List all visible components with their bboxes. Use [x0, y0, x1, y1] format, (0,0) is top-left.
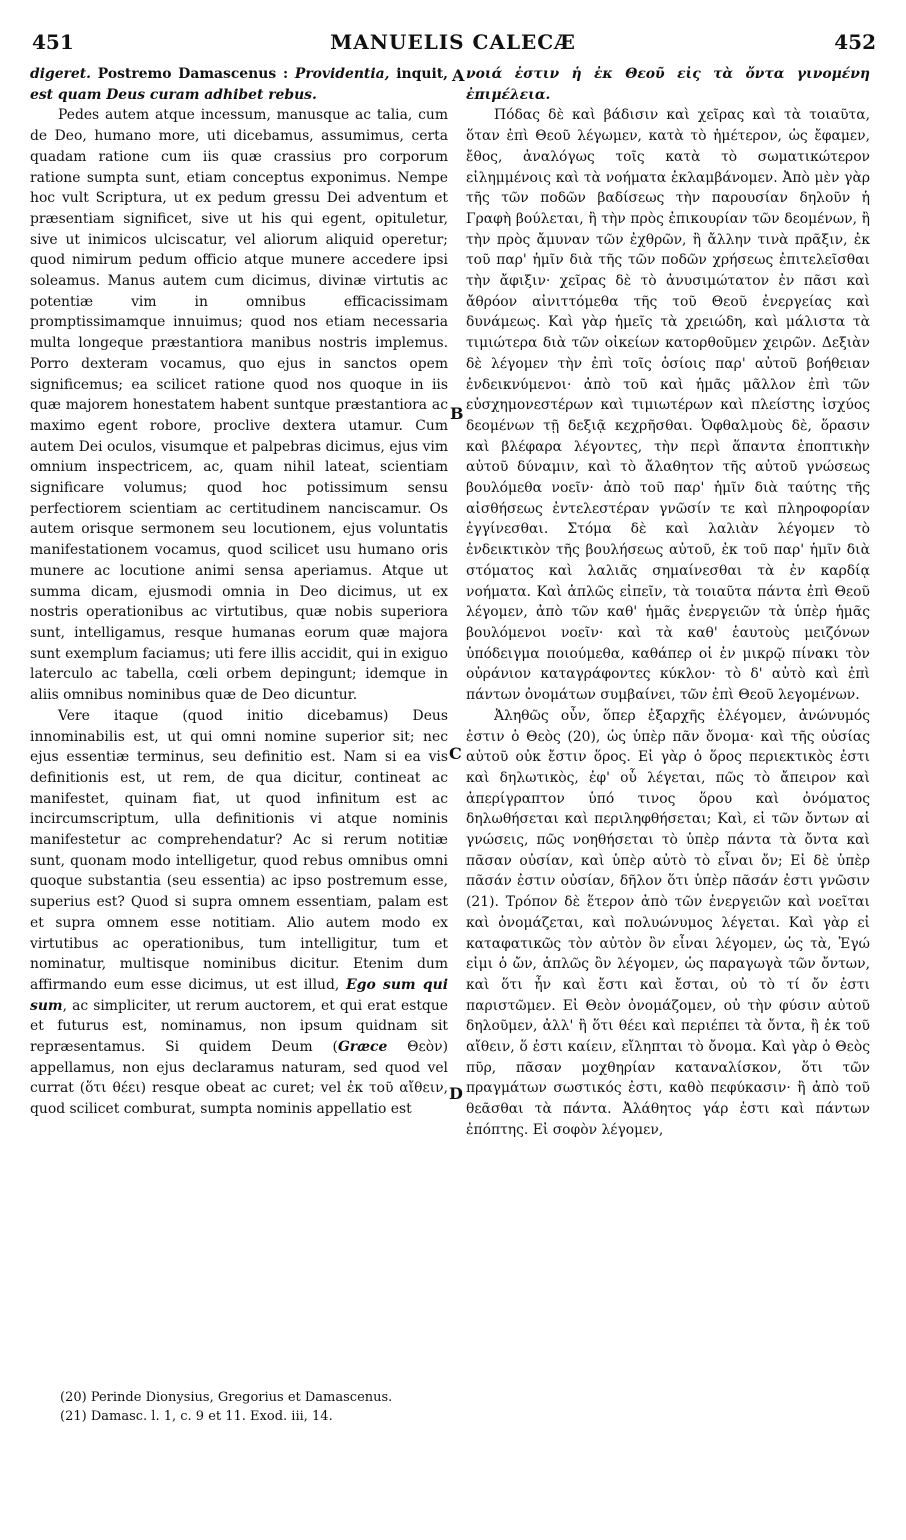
greek-column [466, 64, 870, 1141]
greek-paragraph-2: Πόδας δὲ καὶ βάδισιν καὶ χεῖρας καὶ τὰ τοιαῦτα, ὅταν ἐπὶ Θεοῦ λέγωμεν, κατὰ τὸ ἡμέτερον, ὡς ἔφαμεν, ἔθος, ἀναλόγως τοῖς κατὰ τὸ σωματικώτερον εἰλημμένοις καὶ τὰ νοήματα ἐκλαμβάνομεν. Ἀπὸ μὲν γὰρ τῆς τῶν ποδῶν βαδίσεως τὴν παρουσίαν δηλοῦν ἡ Γραφὴ βούλεται, ἢ τὴν πρὸς ἐπικουρίαν τῶν δεομένων, ἢ τὴν πρὸς ἄμυναν τῶν ἐχθρῶν, ἢ ἄλλην τινὰ πρᾶξιν, ἐκ τοῦ παρ' ἡμῖν διὰ τῆς τῶν ποδῶν χρήσεως ἐπιτελεῖσθαι τὴν ἄφιξιν· χεῖρας δὲ τὸ ἀνυσιμώτατον ἐν πᾶσι καὶ ἄθρόον αἰνιττόμεθα τῆς τοῦ Θεοῦ ἐνεργείας καὶ δυνάμεως. Καὶ γὰρ ἡμεῖς τὰ χρειώδη, καὶ μάλιστα τὰ τιμιώτερα διὰ τῶν οἰκείων κατορθοῦμεν χειρῶν. Δεξιὰν δὲ λέγομεν τὴν ἐπὶ τοῖς ὁσίοις παρ' αὐτοῦ βοήθειαν ἐνδεικνύμενοι· ἀπὸ τοῦ καὶ ἡμᾶς μᾶλλον ἐπὶ τῶν εὐσχημονεστέρων καὶ τιμιωτέρων καὶ πλείστης ἰσχύος δεομένων τῇ δεξιᾷ κεχρῆσθαι. Ὀφθαλμοὺς δὲ, ὅρασιν καὶ βλέφαρα λέγοντες, τὴν περὶ ἅπαντα ἐποπτικὴν αὐτοῦ δύναμιν, καὶ τὸ ἄλαθητον τῆς αὐτοῦ γνώσεως βουλόμεθα νοεῖν· ἀπὸ τοῦ παρ' ἡμῖν διὰ ταύτης τῆς αἰσθήσεως ἐντελεστέραν γνῶσίν τε καὶ πληροφορίαν ἐγγίνεσθαι. Στόμα δὲ καὶ λαλιὰν λέγομεν τὸ ἐνδεικτικὸν τῆς βουλήσεως αὐτοῦ, ἐκ τοῦ παρ' ἡμῖν διὰ στόματος καὶ λαλιᾶς σημαίνεσθαι τὰ ἐν καρδίᾳ νοήματα. Καὶ ἁπλῶς εἰπεῖν, τὰ τοιαῦτα πάντα ἐπὶ Θεοῦ λέγομεν, ἀπὸ τῶν καθ' ἡμᾶς ἐνεργειῶν τὰ ὑπὲρ ἡμᾶς βουλόμενοι νοεῖν· καὶ τὰ καθ' ἑαυτοὺς μειζόνων ὑπόδειγμα ποιούμεθα, καθάπερ οἱ ἐν μικρῷ πίνακι τὸν οὐράνιον καταγράφοντες κύκλον· τὸ δ' αὐτὸ καὶ ἐπὶ πάντων ὀνομάτων συμβαίνει, τῶν ἐπὶ Θεοῦ λεγομένων. [466, 107, 870, 704]
latin-p3-b: , ac simpliciter, ut rerum auctorem, et qui erat estque et futurus est, nominamus, non ipsum quidnam sit repræsentamus. Si quidem Deum ( [30, 997, 448, 1056]
latin-paragraph-1 [30, 64, 448, 105]
greek-paragraph-1: νοιά ἐστιν ἡ ἐκ Θεοῦ εἰς τὰ ὄντα γινομένη ἐπιμέλεια. [466, 66, 870, 103]
column-marker-c: C [449, 744, 462, 763]
column-marker-b: B [450, 404, 464, 423]
latin-paragraph-2: Pedes autem atque incessum, manusque ac talia, cum de Deo, humano more, uti dicebamus, assumimus, certa quadam ratione cum iis quæ crassius pro corporum ratione sumpta sunt, etiam conceptus exponimus. Nempe hoc vult Scriptura, ut ex pedum gressu Dei adventum et præsentiam significet, sive ut his qui egent, opituletur, sive ut inimicos ulciscatur, vel aliorum aliquid operetur; quod nimirum pedum officio atque munere accedere ipsi soleamus. Manus autem cum dicimus, divinæ virtutis ac potentiæ vim in omnibus efficacissimam promptissimamque innuimus; quod nos etiam necessaria multa longeque præstantiora manibus nostris implemus. Porro dexteram vocamus, quo ejus in sanctos opem significemus; ea scilicet ratione quod nos quoque in iis quæ majorem honestatem habent suntque præstantiora ac maximo egent robore, proclive dextera utamur. Cum autem Dei oculos, visumque et palpebras dicimus, ejus vim omnium inspectricem, ac, quam nihil lateat, scientiam significare volumus; quod hoc potissimum sensu perfectiorem scientiam ac certitudinem nanciscamur. Os autem orisque sermonem seu locutionem, ejus voluntatis manifestationem vocamus, quod scilicet usu humano oris munere ac locutione animi sensa aperiamus. Atque ut summa dicam, ejusmodi omnia in Deo dicimus, ut ex nostris operationibus ac virtutibus, quæ nobis superiora sunt, intelligamus, resque humanas eorum quæ majora sunt exemplum faciamus; uti fere illis accidit, qui in exiguo laterculo ac tabella, cœli orbem depingunt; idemque in aliis omnibus nominibus quæ de Deo dicuntur. [30, 107, 448, 704]
footnotes [60, 1388, 480, 1426]
running-title: MANUELIS CALECÆ [330, 30, 576, 54]
latin-p1-italic: digeret. [30, 66, 91, 82]
latin-p3-a: Vere itaque (quod initio dicebamus) Deus innominabilis est, ut qui omni nomine superior sit; nec ejus essentiæ terminus, seu definitio est. Nam si ea vis definitionis est, ut rem, de qua dicitur, contineat ac manifestet, quinam fiat, ut quod infinitum est ac incircumscriptum, ulla definitionis vi atque nominis manifestetur ac comprehendatur? Ac si rerum notitiæ sunt, quonam modo intelligetur, quod rebus omnibus omni quoque substantia (seu essentia) ac ipso postremum esse, superius est? Quod si supra omnem essentiam, palam est et supra omnem esse notitiam. Alio autem modo ex virtutibus ac operationibus, tum intelligitur, tum et nominatur, multisque nominibus dicitur. Etenim dum affirmando eum esse dicimus, ut est illud, [30, 707, 448, 993]
page-number-left: 451 [32, 30, 74, 54]
footnote-21: (21) Damasc. l. 1, c. 9 et 11. Exod. iii, 14. [60, 1409, 333, 1424]
latin-p1-italic2: Providentia, [294, 66, 390, 82]
latin-p3-c: Θεὸν) appellamus, non ejus declaramus naturam, sed quod vel currat (ὅτι θέει) resque obeat ac curet; vel ἐκ τοῦ αἴθειν, quod scilicet comburat, sumpta nominis appellatio est [30, 1039, 448, 1118]
latin-p1-italic3: est quam Deus curam adhibet rebus. [30, 86, 317, 103]
page-header [22, 30, 884, 60]
latin-p3-italic: Ego sum qui sum [30, 976, 448, 1014]
column-marker-d: D [449, 1084, 463, 1103]
latin-p1-b: inquit, [389, 66, 448, 82]
latin-paragraph-3 [30, 706, 448, 1120]
greek-paragraph-3: Ἀληθῶς οὖν, ὅπερ ἐξαρχῆς ἐλέγομεν, ἀνώνυμός ἐστιν ὁ Θεὸς (20), ὡς ὑπὲρ πᾶν ὄνομα· καὶ τῆς οὐσίας αὐτοῦ οὐκ ἔστιν ὅρος. Εἰ γὰρ ὁ ὅρος περιεκτικὸς ἐστι καὶ δηλωτικὸς, ἐφ' οὗ λέγεται, πῶς τὸ ἄπειρον καὶ ἀπερίγραπτον ὑπό τινος ὅρου καὶ ὀνόματος δηλωθήσεται καὶ περιληφθήσεται; Καὶ, εἰ τῶν ὄντων αἱ γνώσεις, πῶς νοηθήσεται τὸ ὑπὲρ πάντα τὰ ὄντα καὶ πᾶσαν οὐσίαν, καὶ ὑπὲρ αὐτὸ τὸ εἶναι ὄν; Εἰ δὲ ὑπὲρ πᾶσάν ἐστιν οὐσίαν, δῆλον ὅτι ὑπὲρ πᾶσάν ἐστι γνῶσιν (21). Τρόπον δὲ ἕτερον ἀπὸ τῶν ἐνεργειῶν καὶ νοεῖται καὶ ὀνομάζεται, καὶ πολυώνυμος λέγεται. Καὶ γὰρ εἰ καταφατικῶς τὸν αὐτὸν ὂν εἶναι λέγομεν, ὡς τὰ, Ἐγώ εἰμι ὁ ὤν, ἁπλῶς ὂν λέγομεν, ὡς παραγωγὰ τῶν ὄντων, καὶ ὅτι ἦν καὶ ἔστι καὶ ἔσται, οὐ τὸ τί ὄν ἐστι παριστῶμεν. Εἰ Θεὸν ὀνομάζομεν, οὐ τὴν φύσιν αὐτοῦ δηλοῦμεν, ἀλλ' ἢ ὅτι θέει καὶ περιέπει τὰ ὄντα, ἢ ἐκ τοῦ αἴθειν, ὅ ἐστι καίειν, εἴληπται τὸ ὄνομα. Καὶ γὰρ ὁ Θεὸς πῦρ, πᾶσαν μοχθηρίαν καταναλίσκον, ὅτι τῶν πραγμάτων σωστικός ἐστι, καθὸ πεφύκασιν· ἢ ἀπὸ τοῦ θεᾶσθαι τὰ πάντα. Ἀλάθητος γάρ ἐστι καὶ πάντων ἐπόπτης. Εἰ σοφὸν λέγομεν, [466, 707, 870, 1138]
latin-column [30, 64, 448, 1120]
column-marker-a: A [452, 66, 465, 85]
page-number-right: 452 [834, 30, 876, 54]
latin-p3-italic2: Græce [337, 1039, 388, 1056]
latin-p1-a: Postremo Damascenus : [90, 66, 295, 82]
footnote-20: (20) Perinde Dionysius, Gregorius et Damascenus. [60, 1390, 393, 1405]
